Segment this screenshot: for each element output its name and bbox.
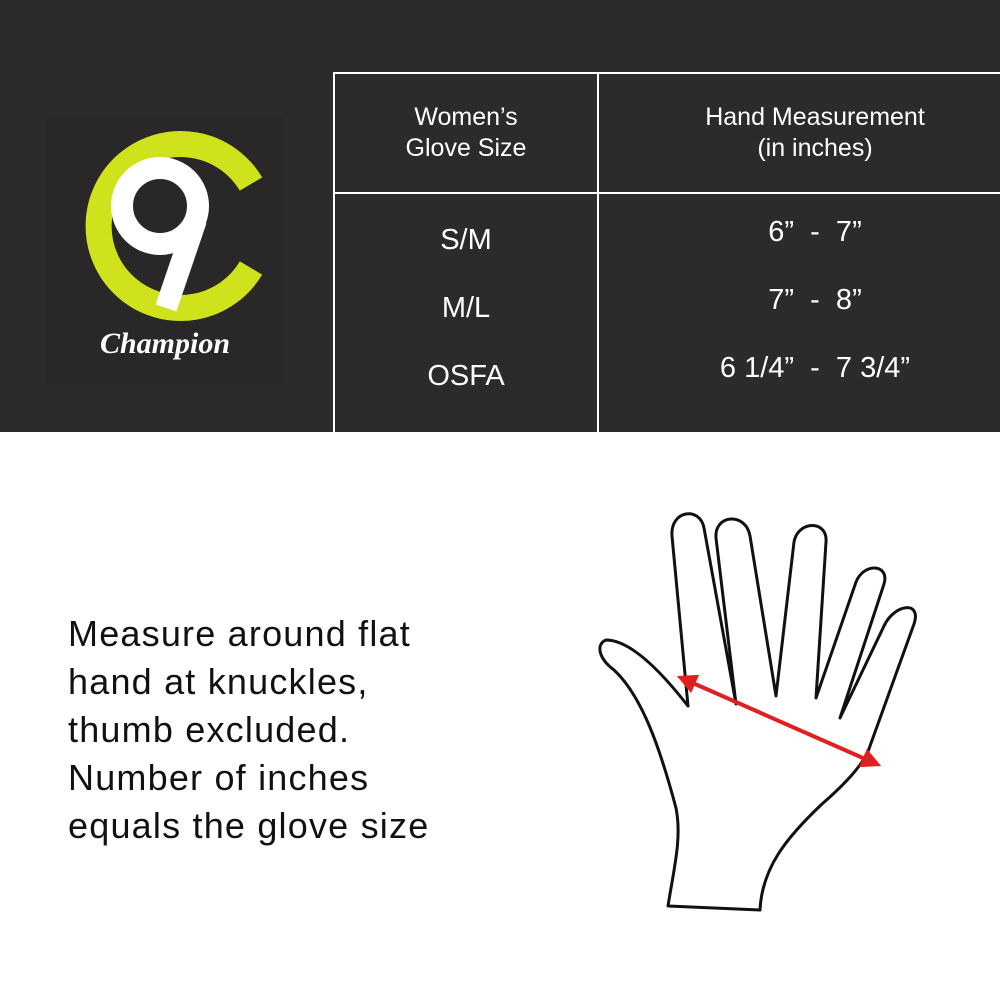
size-column — [334, 193, 598, 433]
instruction-line: Number of inches — [68, 757, 370, 798]
size-value: S/M — [440, 224, 492, 256]
header-glove-size: Women’s Glove Size — [334, 73, 598, 193]
measuring-instructions — [68, 610, 548, 850]
table-header-row — [334, 73, 1000, 193]
brand-logo — [46, 118, 284, 384]
size-value: OSFA — [427, 360, 505, 392]
instruction-line: hand at knuckles, — [68, 661, 369, 702]
measurement-value: 6” - 7” — [768, 216, 862, 248]
hand-outline-icon — [590, 508, 930, 938]
table-body-row — [334, 193, 1000, 433]
measurement-column — [598, 193, 1000, 433]
champion-wordmark: Champion — [99, 327, 231, 360]
header-hand-measurement: Hand Measurement (in inches) — [598, 73, 1000, 193]
instruction-line: Measure around flat — [68, 613, 411, 654]
instruction-line: equals the glove size — [68, 805, 430, 846]
glove-size-table — [333, 72, 1000, 434]
measurement-value: 6 1/4” - 7 3/4” — [719, 352, 911, 384]
instruction-line: thumb excluded. — [68, 709, 351, 750]
c9-logo-icon — [46, 118, 284, 328]
size-value: M/L — [441, 292, 491, 324]
measurement-value: 7” - 8” — [768, 284, 862, 316]
